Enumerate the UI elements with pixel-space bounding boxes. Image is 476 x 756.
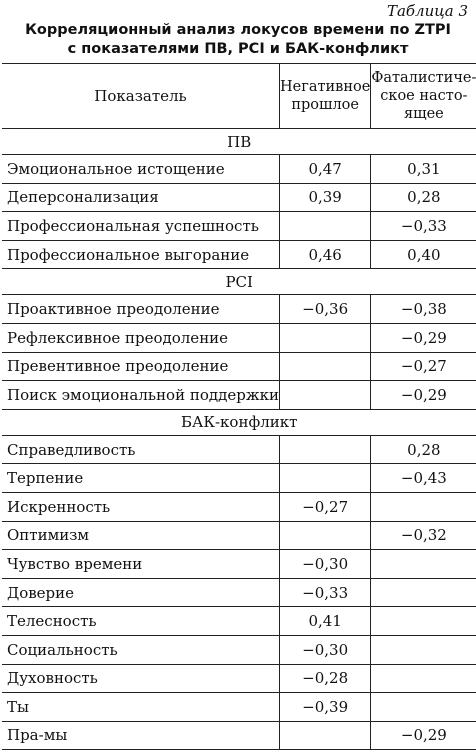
section-header-row — [2, 269, 476, 295]
negative-past-value-cell: −0,33 — [280, 578, 371, 607]
indicator-name-cell: Терпение — [2, 464, 280, 493]
negative-past-value-cell — [280, 212, 371, 241]
fatalistic-present-value-cell: 0,28 — [371, 435, 476, 464]
fatalistic-present-value-cell: 0,31 — [371, 155, 476, 184]
negative-past-value-cell — [280, 435, 371, 464]
indicator-name-cell: Профессиональная успешность — [2, 212, 280, 241]
negative-past-value-cell — [280, 381, 371, 410]
indicator-name-cell: Деперсонализация — [2, 183, 280, 212]
indicator-name-cell: Ты — [2, 693, 280, 722]
fatalistic-present-value-cell: 0,28 — [371, 183, 476, 212]
indicator-name-cell: Справедливость — [2, 435, 280, 464]
table-row — [2, 635, 476, 664]
negative-past-value-cell: −0,39 — [280, 693, 371, 722]
negative-past-value-cell: −0,30 — [280, 635, 371, 664]
fatalistic-present-value-cell: −0,38 — [371, 295, 476, 324]
table-row — [2, 435, 476, 464]
section-title: ПВ — [2, 129, 476, 155]
negative-past-value-cell: 0,46 — [280, 240, 371, 269]
section-header-row — [2, 129, 476, 155]
indicator-name-cell: Социальность — [2, 635, 280, 664]
indicator-name-cell: Телесность — [2, 607, 280, 636]
fatalistic-present-value-cell — [371, 492, 476, 521]
table-header-row — [2, 64, 476, 129]
fatalistic-present-value-cell — [371, 635, 476, 664]
negative-past-value-cell: −0,36 — [280, 295, 371, 324]
negative-past-value-cell: −0,28 — [280, 664, 371, 693]
header-fatalistic-line-3: ящее — [403, 106, 444, 122]
fatalistic-present-value-cell: −0,29 — [371, 721, 476, 750]
table-row — [2, 550, 476, 579]
table-row — [2, 352, 476, 381]
table-row — [2, 521, 476, 550]
indicator-name-cell: Превентивное преодоление — [2, 352, 280, 381]
header-negative-past-line-2: прошлое — [291, 97, 359, 113]
header-fatalistic-line-2: ское насто- — [380, 88, 468, 104]
indicator-name-cell: Чувство времени — [2, 550, 280, 579]
indicator-name-cell: Эмоциональное истощение — [2, 155, 280, 184]
table-caption-line-1: Корреляционный анализ локусов времени по ZTPI — [25, 22, 451, 38]
fatalistic-present-value-cell: −0,33 — [371, 212, 476, 241]
negative-past-value-cell — [280, 521, 371, 550]
fatalistic-present-value-cell — [371, 693, 476, 722]
negative-past-value-cell: −0,27 — [280, 492, 371, 521]
indicator-name-cell: Оптимизм — [2, 521, 280, 550]
table-row — [2, 664, 476, 693]
fatalistic-present-value-cell: −0,43 — [371, 464, 476, 493]
section-title: PCI — [2, 269, 476, 295]
header-negative-past-line-1: Негативное — [280, 79, 371, 95]
indicator-name-cell: Проактивное преодоление — [2, 295, 280, 324]
fatalistic-present-value-cell: −0,29 — [371, 381, 476, 410]
table-row — [2, 492, 476, 521]
indicator-name-cell: Рефлексивное преодоление — [2, 323, 280, 352]
table-row — [2, 464, 476, 493]
header-indicator: Показатель — [2, 64, 280, 129]
indicator-name-cell: Профессиональное выгорание — [2, 240, 280, 269]
section-title: БАК-конфликт — [2, 409, 476, 435]
table-row — [2, 323, 476, 352]
indicator-name-cell: Пра-мы — [2, 721, 280, 750]
table-row — [2, 607, 476, 636]
negative-past-value-cell — [280, 352, 371, 381]
table-row — [2, 212, 476, 241]
header-fatalistic-present — [371, 64, 476, 129]
indicator-name-cell: Духовность — [2, 664, 280, 693]
indicator-name-cell: Искренность — [2, 492, 280, 521]
fatalistic-present-value-cell — [371, 664, 476, 693]
table-row — [2, 693, 476, 722]
table-row — [2, 183, 476, 212]
section-header-row — [2, 409, 476, 435]
fatalistic-present-value-cell: 0,40 — [371, 240, 476, 269]
table-number-label: Таблица 3 — [386, 2, 468, 20]
fatalistic-present-value-cell: −0,27 — [371, 352, 476, 381]
negative-past-value-cell: 0,47 — [280, 155, 371, 184]
table-row — [2, 240, 476, 269]
header-fatalistic-line-1: Фаталистиче- — [371, 70, 476, 86]
fatalistic-present-value-cell: −0,29 — [371, 323, 476, 352]
fatalistic-present-value-cell — [371, 578, 476, 607]
negative-past-value-cell: 0,41 — [280, 607, 371, 636]
indicator-name-cell: Доверие — [2, 578, 280, 607]
negative-past-value-cell: −0,30 — [280, 550, 371, 579]
table-row — [2, 155, 476, 184]
table-body — [2, 129, 476, 750]
negative-past-value-cell — [280, 323, 371, 352]
table-row — [2, 295, 476, 324]
header-negative-past — [280, 64, 371, 129]
negative-past-value-cell — [280, 464, 371, 493]
table-row — [2, 721, 476, 750]
table-row — [2, 381, 476, 410]
table-row — [2, 578, 476, 607]
fatalistic-present-value-cell — [371, 550, 476, 579]
correlation-table — [2, 63, 476, 750]
fatalistic-present-value-cell: −0,32 — [371, 521, 476, 550]
negative-past-value-cell: 0,39 — [280, 183, 371, 212]
indicator-name-cell: Поиск эмоциональной поддержки — [2, 381, 280, 410]
negative-past-value-cell — [280, 721, 371, 750]
table-caption-line-2: с показателями ПВ, PCI и БАК-конфликт — [67, 41, 409, 57]
fatalistic-present-value-cell — [371, 607, 476, 636]
